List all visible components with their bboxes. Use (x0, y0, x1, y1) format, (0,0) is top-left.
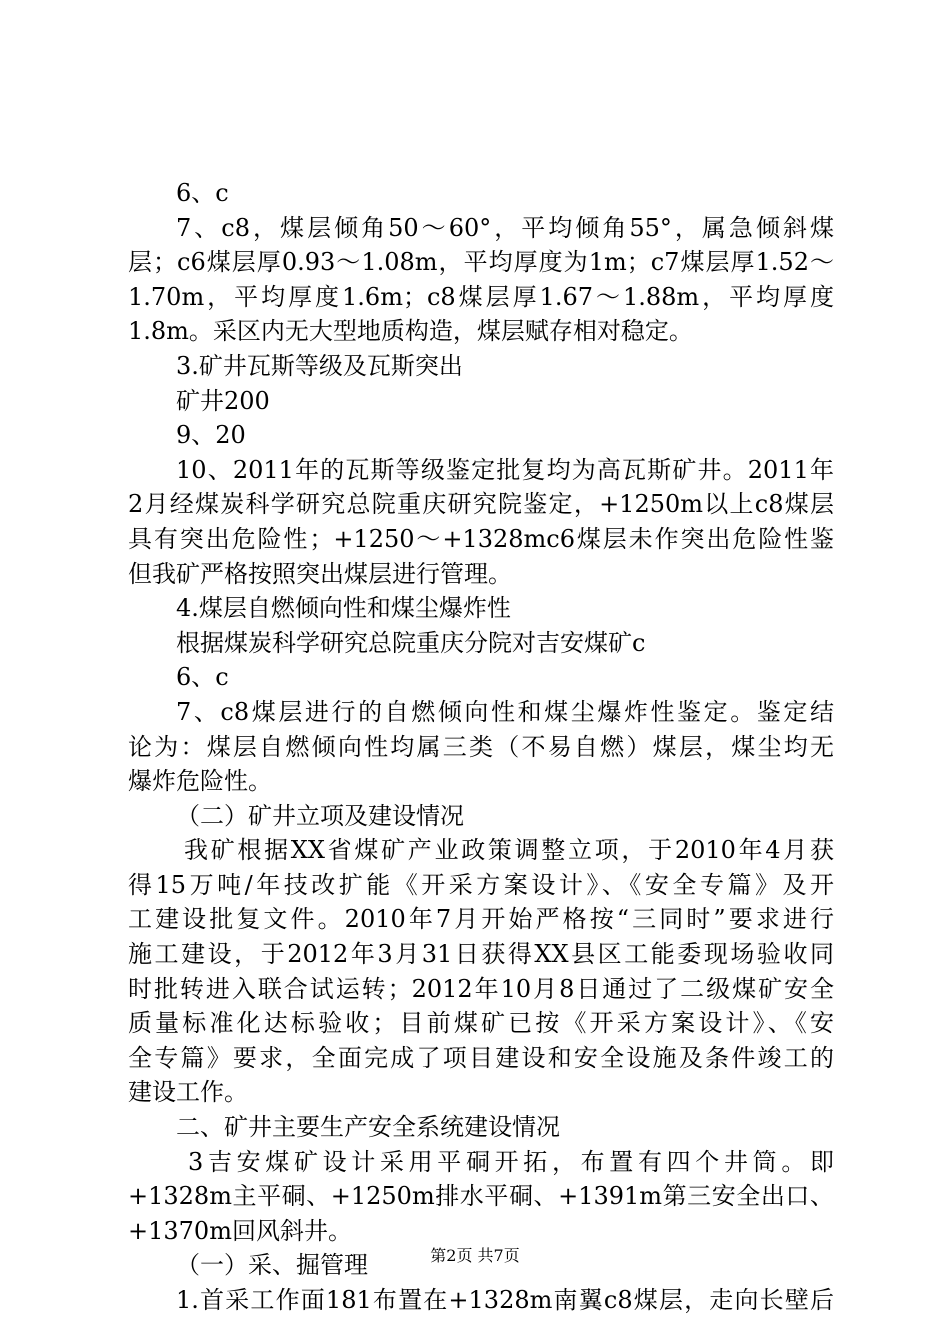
text-line: 全专篇》要求，全面完成了项目建设和安全设施及条件竣工的 (128, 1043, 834, 1072)
text-line: 1.8m。采区内无大型地质构造，煤层赋存相对稳定。 (128, 317, 693, 346)
text-line: 1.首采工作面181布置在+1328m南翼c8煤层，走向长壁后 (176, 1286, 834, 1314)
text-line: 建设工作。 (128, 1078, 248, 1107)
text-line: 时批转进入联合试运转；2012年10月8日通过了二级煤矿安全 (128, 974, 834, 1003)
text-line: +1328m主平硐、+1250m排水平硐、+1391m第三安全出口、 (128, 1182, 834, 1211)
text-line: 质量标准化达标验收；目前煤矿已按《开采方案设计》、《安 (128, 1009, 834, 1038)
text-line: 2月经煤炭科学研究总院重庆研究院鉴定，+1250m以上c8煤层 (128, 490, 834, 519)
text-line: +1370m回风斜井。 (128, 1216, 352, 1245)
text-line: 得15万吨/年技改扩能《开采方案设计》、《安全专篇》及开 (128, 870, 834, 899)
page-footer: 第2页 共7页 (430, 1246, 520, 1265)
text-line: 9、20 (176, 421, 246, 450)
text-line: 施工建设，于2012年3月31日获得XX县区工能委现场验收同 (128, 940, 834, 969)
text-line: 二、矿井主要生产安全系统建设情况 (176, 1113, 560, 1142)
text-line: 6、c (176, 179, 229, 207)
text-line: （二）矿井立项及建设情况 (176, 801, 464, 830)
text-line: 论为：煤层自燃倾向性均属三类（不易自燃）煤层，煤尘均无 (128, 732, 834, 761)
text-line: 矿井200 (176, 386, 270, 415)
text-line: 3吉安煤矿设计采用平硐开拓，布置有四个井筒。即 (188, 1147, 834, 1176)
text-line: 6、c (176, 663, 229, 692)
text-line: 1.70m，平均厚度1.6m；c8煤层厚1.67～1.88m，平均厚度 (128, 282, 834, 311)
text-line: 但我矿严格按照突出煤层进行管理。 (128, 559, 512, 588)
document-body (128, 176, 834, 1318)
text-line: 10、2011年的瓦斯等级鉴定批复均为高瓦斯矿井。2011年 (176, 455, 834, 484)
text-line: 7、c8，煤层倾角50～60°，平均倾角55°，属急倾斜煤 (176, 213, 834, 242)
text-line: 根据煤炭科学研究总院重庆分院对吉安煤矿c (176, 628, 646, 657)
text-line: 具有突出危险性；+1250～+1328mc6煤层未作突出危险性鉴 (128, 524, 834, 553)
text-line: 7、c8煤层进行的自燃倾向性和煤尘爆炸性鉴定。鉴定结 (176, 697, 834, 726)
text-line: （一）采、掘管理 (176, 1251, 368, 1280)
text-line: 3.矿井瓦斯等级及瓦斯突出 (176, 351, 463, 380)
text-line: 爆炸危险性。 (128, 767, 272, 796)
text-line: 4.煤层自燃倾向性和煤尘爆炸性 (176, 594, 511, 623)
text-line: 层；c6煤层厚0.93～1.08m，平均厚度为1m；c7煤层厚1.52～ (128, 248, 834, 277)
text-line: 工建设批复文件。2010年7月开始严格按“三同时”要求进行 (128, 905, 834, 934)
text-line: 我矿根据XX省煤矿产业政策调整立项，于2010年4月获 (184, 836, 834, 865)
